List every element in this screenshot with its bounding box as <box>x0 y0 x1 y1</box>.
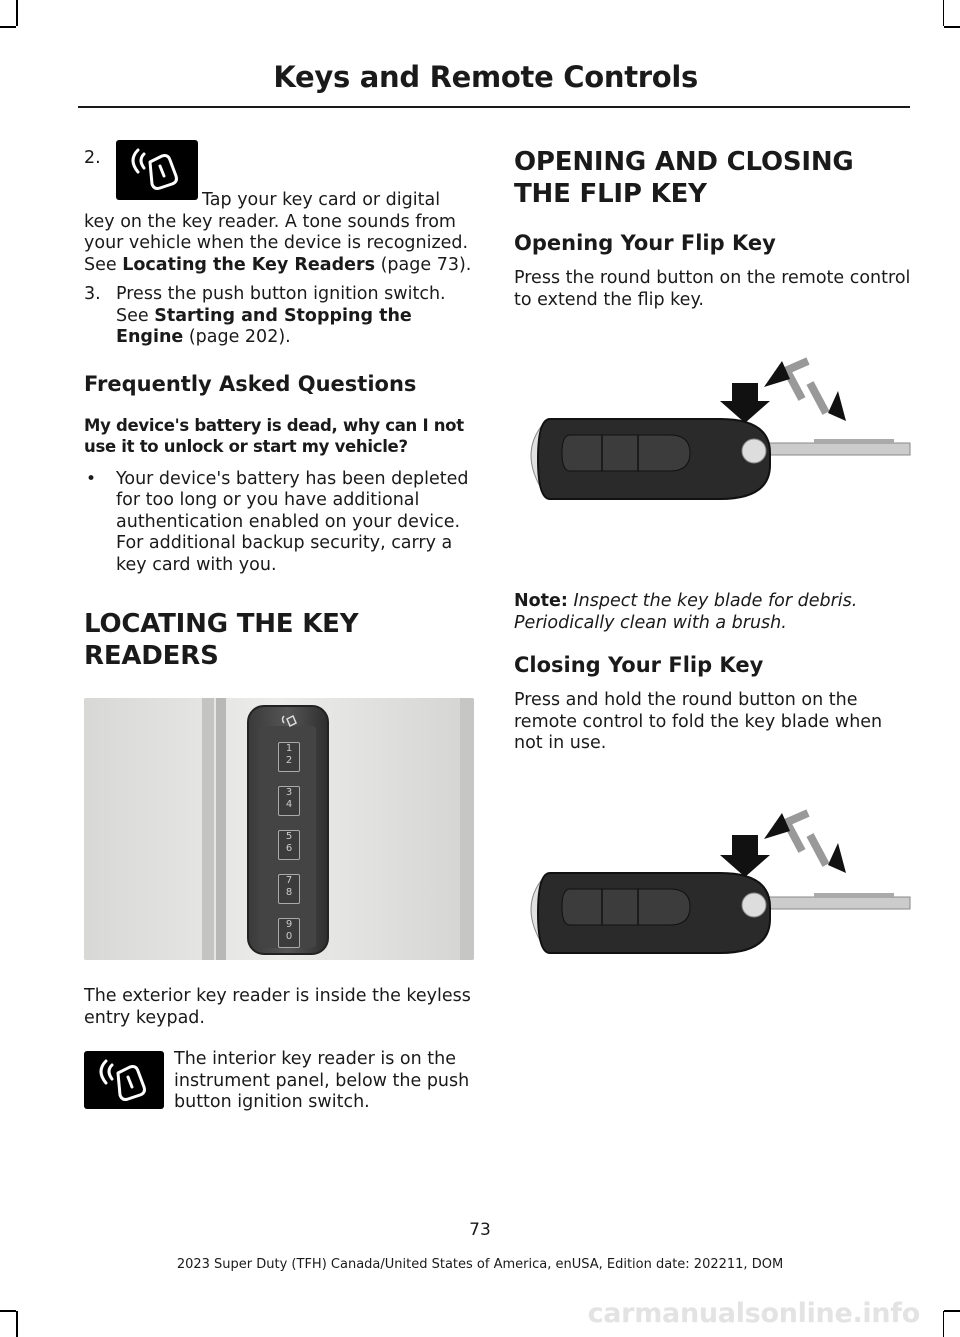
crop-mark <box>943 0 945 26</box>
step-2-text: Tap your key card or digital key on the key reader. A tone sounds from your vehicle when the device is recognized. See Locating the Key Readers (page 73). <box>84 190 472 275</box>
step-2 <box>84 140 476 276</box>
key-reader-tap-icon <box>116 140 198 200</box>
step-3: 3. Press the push button ignition switch. See Starting and Stopping the Engine (page 202). <box>84 284 446 347</box>
flip-key-close-illustration <box>514 785 912 985</box>
exterior-reader-text: The exterior key reader is inside the keyless entry keypad. <box>84 986 471 1028</box>
note: Note: Inspect the key blade for debris. Periodically clean with a brush. <box>514 591 858 633</box>
note-label: Note: <box>514 591 568 611</box>
faq-answer: • Your device's battery has been depleted for too long or you have additional authentication enabled on your device. For additional backup security, carry a key card with you. <box>86 468 469 575</box>
interior-reader <box>84 1049 476 1119</box>
header-divider <box>78 106 910 108</box>
keypad-button: 9 0 <box>278 918 300 948</box>
link-locating-key-readers[interactable]: Locating the Key Readers <box>122 254 376 275</box>
crop-mark <box>943 1311 945 1337</box>
keypad-button: 3 4 <box>278 786 300 816</box>
close-heading: Closing Your Flip Key <box>514 653 764 677</box>
edition-line: 2023 Super Duty (TFH) Canada/United States of America, enUSA, Edition date: 202211, DOM <box>176 1257 784 1272</box>
page-title: Keys and Remote Controls <box>273 60 698 94</box>
step-number: 2. <box>84 148 101 168</box>
crop-mark <box>0 1310 16 1312</box>
open-heading: Opening Your Flip Key <box>514 231 776 255</box>
faq-heading: Frequently Asked Questions <box>84 371 417 396</box>
close-text: Press and hold the round button on the remote control to fold the key blade when not in use. <box>514 690 883 753</box>
section-heading-flip-key: OPENING AND CLOSING THE FLIP KEY <box>514 147 854 209</box>
crop-mark <box>0 26 16 28</box>
crop-mark <box>944 1310 960 1312</box>
key-reader-tap-icon <box>84 1051 164 1109</box>
link-starting-stopping-engine[interactable]: Starting and Stopping the Engine <box>116 305 412 347</box>
keypad-buttons <box>278 742 300 948</box>
crop-mark <box>944 26 960 28</box>
page-number: 73 <box>469 1220 491 1240</box>
key-blade <box>754 893 910 909</box>
step-number: 3. <box>84 284 101 304</box>
keypad-photo <box>84 698 474 960</box>
bullet: • <box>86 468 97 489</box>
faq-question: My device's battery is dead, why can I not use it to unlock or start my vehicle? <box>84 415 464 456</box>
interior-reader-text: The interior key reader is on the instrument panel, below the push button ignition switch. <box>174 1049 470 1112</box>
section-heading-key-readers: LOCATING THE KEY READERS <box>84 609 359 671</box>
watermark: carmanualsonline.info <box>587 1298 920 1329</box>
keypad-button: 1 2 <box>278 742 300 772</box>
crop-mark <box>16 1311 18 1337</box>
keypad-button: 5 6 <box>278 830 300 860</box>
crop-mark <box>16 0 18 26</box>
left-column <box>84 140 476 1119</box>
flip-key-open-illustration <box>514 343 912 533</box>
keypad-button: 7 8 <box>278 874 300 904</box>
open-text: Press the round button on the remote control to extend the flip key. <box>514 268 911 310</box>
right-column <box>514 146 912 985</box>
